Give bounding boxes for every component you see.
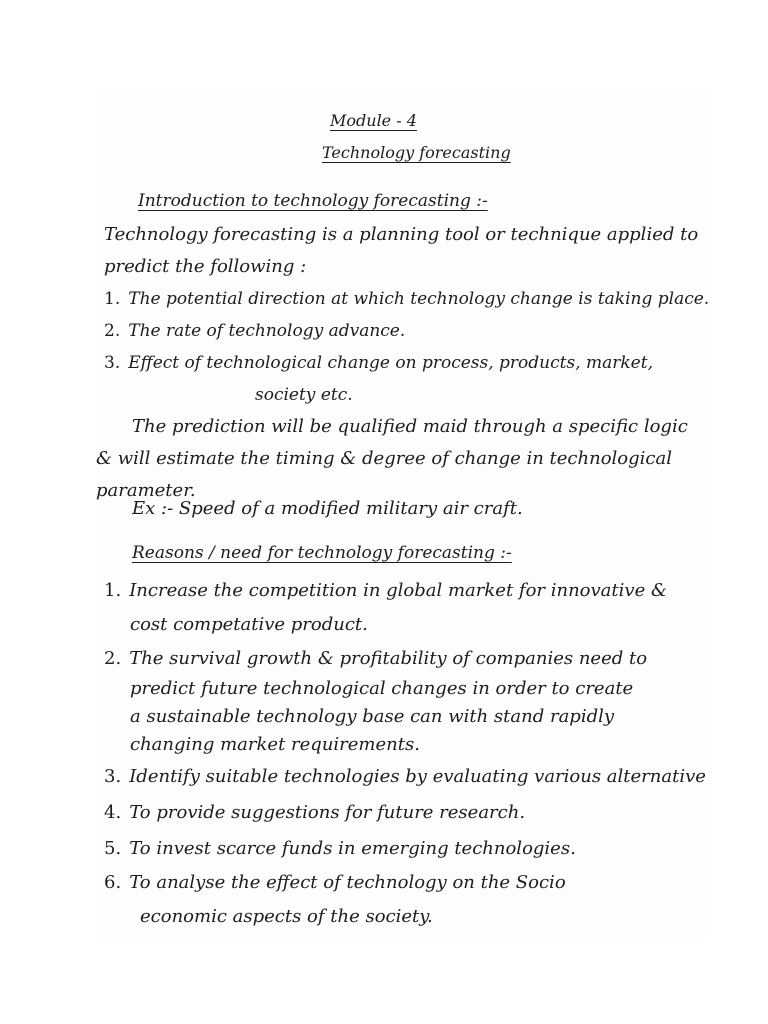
reason-4-line-1: To provide suggestions for future research.	[129, 802, 526, 823]
reason-5-num: 5.	[104, 838, 122, 859]
reason-5-line-1: To invest scarce funds in emerging technologies.	[129, 838, 576, 859]
reason-3	[104, 764, 706, 790]
intro-item-3-num: 3.	[104, 353, 121, 373]
reason-6	[104, 870, 566, 896]
reason-6-line-1: To analyse the effect of technology on the Socio	[129, 872, 566, 893]
example-line: Ex :- Speed of a modified military air craft.	[132, 498, 523, 519]
para-line-3: parameter.	[96, 480, 196, 501]
intro-item-3	[104, 350, 653, 376]
module-title: Module - 4	[330, 111, 417, 130]
reason-4	[104, 800, 525, 826]
intro-item-3-text: Effect of technological change on process, products, market,	[128, 353, 653, 373]
intro-item-2-text: The rate of technology advance.	[128, 321, 406, 341]
intro-item-2	[104, 318, 405, 344]
definition-line-1: Technology forecasting is a planning tool or technique applied to	[104, 224, 699, 245]
topic-title: Technology forecasting	[322, 143, 511, 162]
reason-1-num: 1.	[104, 580, 122, 601]
intro-item-3-cont	[255, 382, 353, 408]
reason-4-num: 4.	[104, 802, 122, 823]
reason-3-num: 3.	[104, 766, 122, 787]
intro-item-1-num: 1.	[104, 289, 121, 309]
intro-item-2-num: 2.	[104, 321, 121, 341]
para-line-1: The prediction will be qualified maid through a specific logic	[132, 416, 688, 437]
reason-2-cont-2: a sustainable technology base can with stand rapidly	[130, 706, 615, 727]
reason-5	[104, 836, 576, 862]
reason-1-line-1: Increase the competition in global market for innovative &	[129, 580, 667, 601]
reason-1-cont: cost competative product.	[130, 614, 368, 635]
reason-2	[104, 646, 647, 672]
reason-2-cont-1: predict future technological changes in order to create	[130, 678, 634, 699]
reason-2-num: 2.	[104, 648, 122, 669]
definition-line-2: predict the following :	[104, 256, 307, 277]
intro-item-1-text: The potential direction at which technology change is taking place.	[128, 289, 710, 309]
intro-item-1	[104, 286, 709, 312]
reason-6-cont: economic aspects of the society.	[140, 906, 433, 927]
reasons-heading: Reasons / need for technology forecasting :-	[132, 543, 512, 563]
intro-item-3-cont-text: society etc.	[255, 385, 353, 405]
reason-2-line-1: The survival growth & profitability of companies need to	[129, 648, 648, 669]
para-line-2: & will estimate the timing & degree of change in technological	[96, 448, 672, 469]
reason-1	[104, 578, 667, 604]
reason-6-num: 6.	[104, 872, 122, 893]
reason-2-cont-3: changing market requirements.	[130, 734, 420, 755]
reason-3-line-1: Identify suitable technologies by evaluating various alternative	[129, 766, 706, 787]
intro-heading: Introduction to technology forecasting :-	[138, 191, 488, 211]
